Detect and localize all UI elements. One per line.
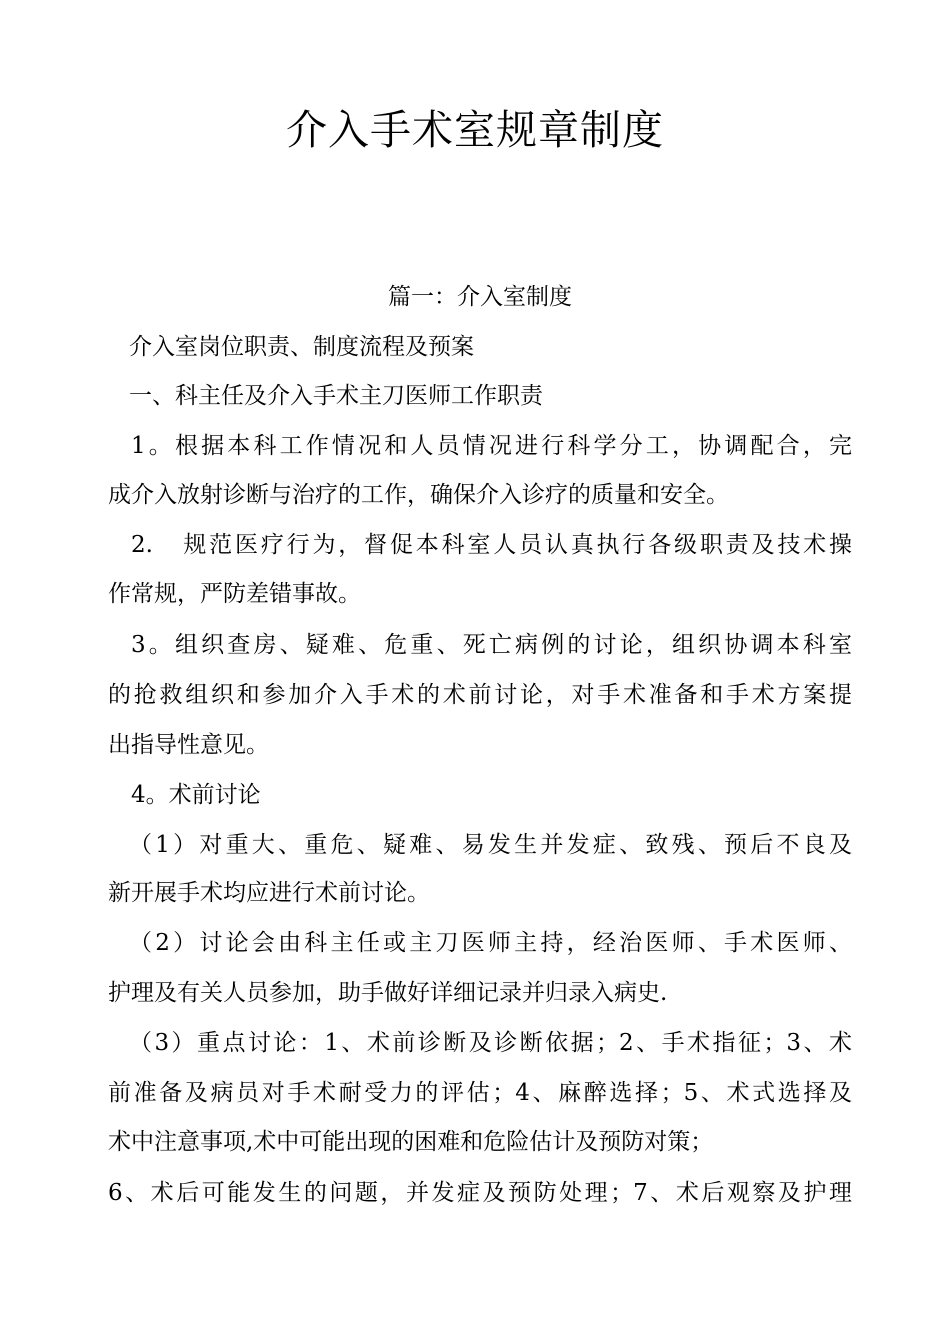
paragraph-line: 术中注意事项,术中可能出现的困难和危险估计及预防对策； xyxy=(108,1129,714,1155)
paragraph-line: 一、科主任及介入手术主刀医师工作职责 xyxy=(129,383,543,409)
paragraph-line: 4。术前讨论 xyxy=(131,782,261,808)
paragraph-line: （1）对重大、重危、疑难、易发生并发症、致残、预后不良及 xyxy=(129,832,852,858)
paragraph-line: 2. 规范医疗行为，督促本科室人员认真执行各级职责及技术操 xyxy=(131,532,852,558)
paragraph-line: 前准备及病员对手术耐受力的评估；4、麻醉选择；5、术式选择及 xyxy=(108,1080,852,1106)
paragraph-line: 新开展手术均应进行术前讨论。 xyxy=(108,880,430,906)
paragraph-line: 作常规，严防差错事故。 xyxy=(108,581,361,607)
paragraph-line: （3）重点讨论：1、术前诊断及诊断依据；2、手术指征；3、术 xyxy=(129,1030,852,1056)
section-title: 篇一：介入室制度 xyxy=(388,284,572,310)
paragraph-line: 出指导性意见。 xyxy=(108,732,269,758)
paragraph-line: 3。组织查房、疑难、危重、死亡病例的讨论，组织协调本科室 xyxy=(131,632,852,658)
paragraph-line: 成介入放射诊断与治疗的工作，确保介入诊疗的质量和安全。 xyxy=(108,482,729,508)
document-title: 介入手术室规章制度 xyxy=(286,106,664,154)
paragraph-line: （2）讨论会由科主任或主刀医师主持，经治医师、手术医师、 xyxy=(129,930,852,956)
paragraph-line: 介入室岗位职责、制度流程及预案 xyxy=(129,334,474,360)
paragraph-line: 的抢救组织和参加介入手术的术前讨论，对手术准备和手术方案提 xyxy=(108,682,852,708)
paragraph-line: 6、术后可能发生的问题，并发症及预防处理；7、术后观察及护理 xyxy=(108,1180,852,1206)
paragraph-line: 1。根据本科工作情况和人员情况进行科学分工，协调配合，完 xyxy=(131,433,852,459)
paragraph-line: 护理及有关人员参加，助手做好详细记录并归录入病史. xyxy=(108,980,668,1006)
